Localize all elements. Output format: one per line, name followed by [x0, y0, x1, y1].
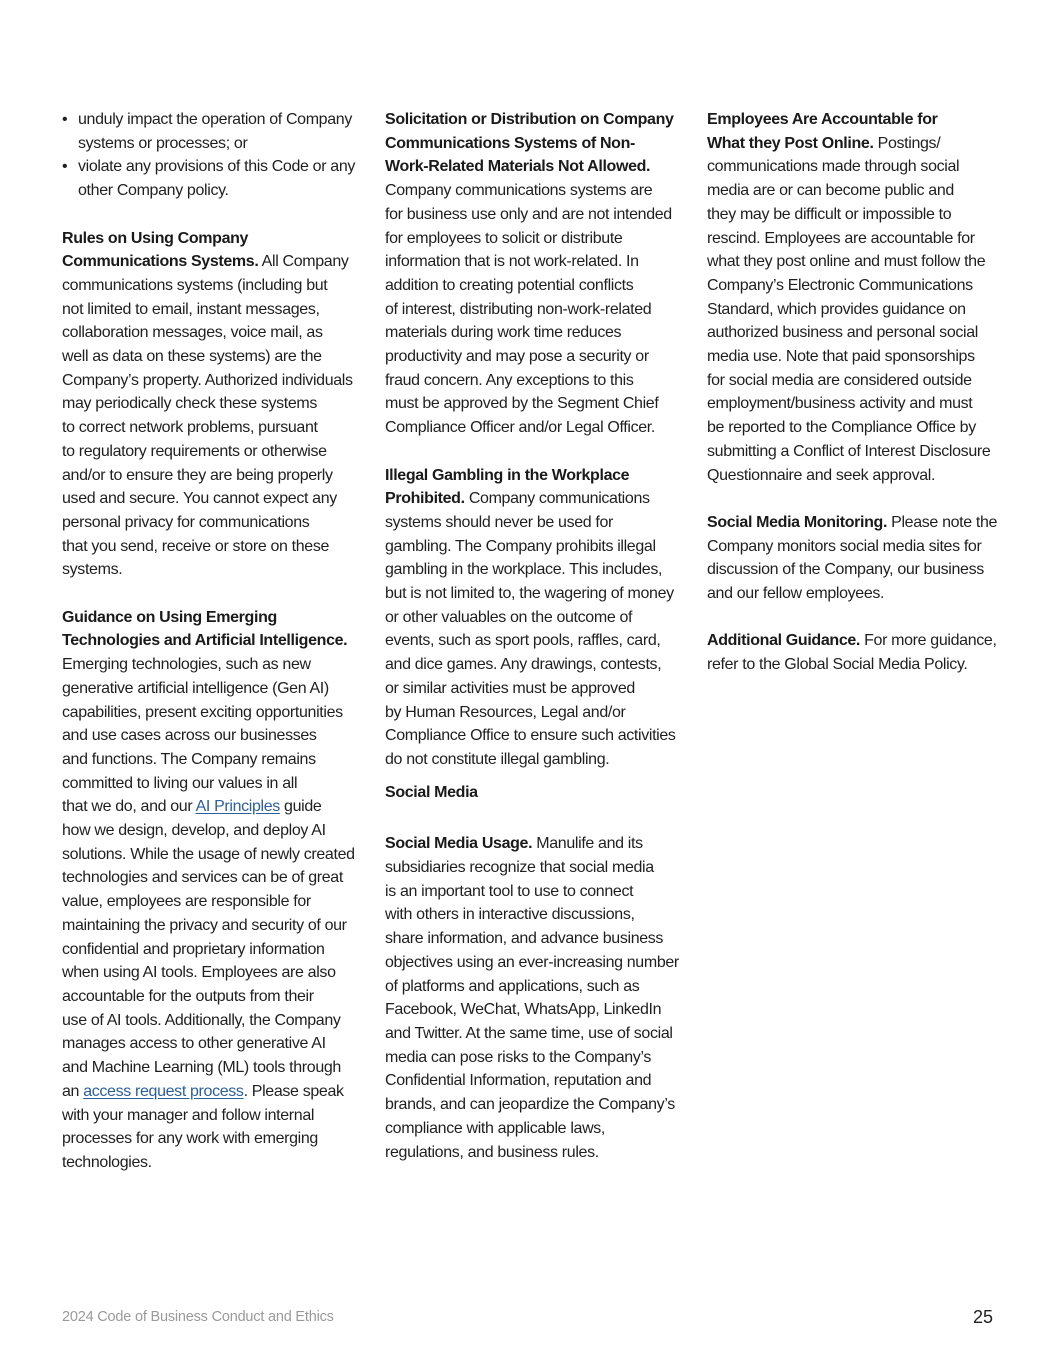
bullet-icon: • [62, 158, 68, 176]
section-heading: Social Media Monitoring. [707, 513, 888, 531]
social-media-usage-section: Social Media Usage. Manulife and its subsidiaries recognize that social media is an important tool to use to connect with others in interactive discussions, share information, and advance business objectives using an ever-increasing number of platforms and applications, such as Facebook, WeChat, WhatsApp, LinkedIn and Twitter. At the same time, use of social media can pose risks to the Company’s Confidential Information, reputation and brands, and can jeopardize the Company’s compliance with applicable laws, regulations, and business rules. [385, 835, 679, 1161]
section-heading: Guidance on Using Emerging [62, 608, 277, 626]
section-heading: What they Post Online. [707, 134, 874, 152]
bullet-item: • unduly impact the operation of Company systems or processes; or [62, 108, 372, 155]
section-heading: Work-Related Materials Not Allowed. [385, 158, 651, 176]
column-3 [707, 108, 1017, 677]
accountable-section: Employees Are Accountable for What they Post Online. Postings/ communications made through social media are or can become public and they may be difficult or impossible to rescind. Employees are accountable for what they post online and must follow the Company’s Electronic Communications Standard, which provides guidance on authorized business and personal social media use. Note that paid sponsorships for social media are considered outside employment/business activity and must be reported to the Compliance Office by submitting a Conflict of Interest Disclosure Questionnaire and seek approval. [707, 108, 1017, 487]
monitoring-section: Social Media Monitoring. Please note the Company monitors social media sites for discussion of the Company, our business and our fellow employees. [707, 513, 998, 603]
bullet-icon: • [62, 111, 68, 128]
additional-guidance-section: Additional Guidance. For more guidance, refer to the Global Social Media Policy. [707, 632, 997, 674]
section-heading: Additional Guidance. [707, 632, 861, 650]
bullet-item: • violate any provisions of this Code or any other Company policy. [62, 155, 372, 202]
social-media-heading: Social Media [385, 783, 478, 801]
section-heading: Technologies and Artificial Intelligence. [62, 632, 348, 650]
bullet-list [62, 108, 372, 203]
guidance-section: Guidance on Using Emerging Technologies and Artificial Intelligence. Emerging technologies, such as new generative artificial intelligence (Gen AI) capabilities, present exciting opportunities and use cases across our businesses and functions. The Company remains committed to living our values in all that we do, and our AI Principles guide how we design, develop, and deploy AI solutions. While the usage of newly created technologies and services can be of great value, employees are responsible for maintaining the privacy and security of our confidential and proprietary information when using AI tools. Employees are also accountable for the outputs from their use of AI tools. Additionally, the Company manages access to other generative AI and Machine Learning (ML) tools through an access request process. Please speak with your manager and follow internal processes for any work with emerging technologies. [62, 606, 372, 1175]
footer-document-title: 2024 Code of Business Conduct and Ethics [62, 1309, 334, 1325]
section-heading: Social Media Usage. [385, 835, 533, 853]
gambling-section: Illegal Gambling in the Workplace Prohibited. Company communications systems should never be used for gambling. The Company prohibits illegal gambling in the workplace. This includes, but is not limited to, the wagering of money or other valuables on the outcome of events, such as sport pools, raffles, card, and dice games. Any drawings, contests, or similar activities must be approved by Human Resources, Legal and/or Compliance Office to ensure such activities do not constitute illegal gambling. [385, 464, 695, 772]
access-request-process-link[interactable]: access request process [83, 1082, 244, 1100]
section-heading: Illegal Gambling in the Workplace [385, 466, 630, 484]
column-1 [62, 108, 372, 1175]
section-heading: Communications Systems of Non- [385, 134, 635, 152]
ai-principles-link[interactable]: AI Principles [195, 798, 280, 816]
column-2 [385, 108, 695, 1164]
section-heading: Rules on Using Company [62, 229, 249, 247]
page-number: 25 [972, 1307, 993, 1327]
section-heading: Solicitation or Distribution on Company [385, 111, 674, 128]
section-heading: Employees Are Accountable for [707, 111, 938, 128]
section-heading: Prohibited. [385, 490, 465, 508]
solicitation-section: Solicitation or Distribution on Company Communications Systems of Non- Work-Related Materials Not Allowed. Company communications systems are for business use only and are not intended for employees to solicit or distribute information that is not work-related. In addition to creating potential conflicts of interest, distributing non-work-related materials during work time reduces productivity and may pose a security or fraud concern. Any exceptions to this must be approved by the Segment Chief Compliance Officer and/or Legal Officer. [385, 108, 695, 440]
rules-section: Rules on Using Company Communications Systems. All Company communications systems (including but not limited to email, instant messages, collaboration messages, voice mail, as well as data on these systems) are the Company’s property. Authorized individuals may periodically check these systems to correct network problems, pursuant to regulatory requirements or otherwise and/or to ensure they are being properly used and secure. You cannot expect any personal privacy for communications that you send, receive or store on these systems. [62, 227, 372, 583]
section-heading: Communications Systems. [62, 253, 259, 271]
